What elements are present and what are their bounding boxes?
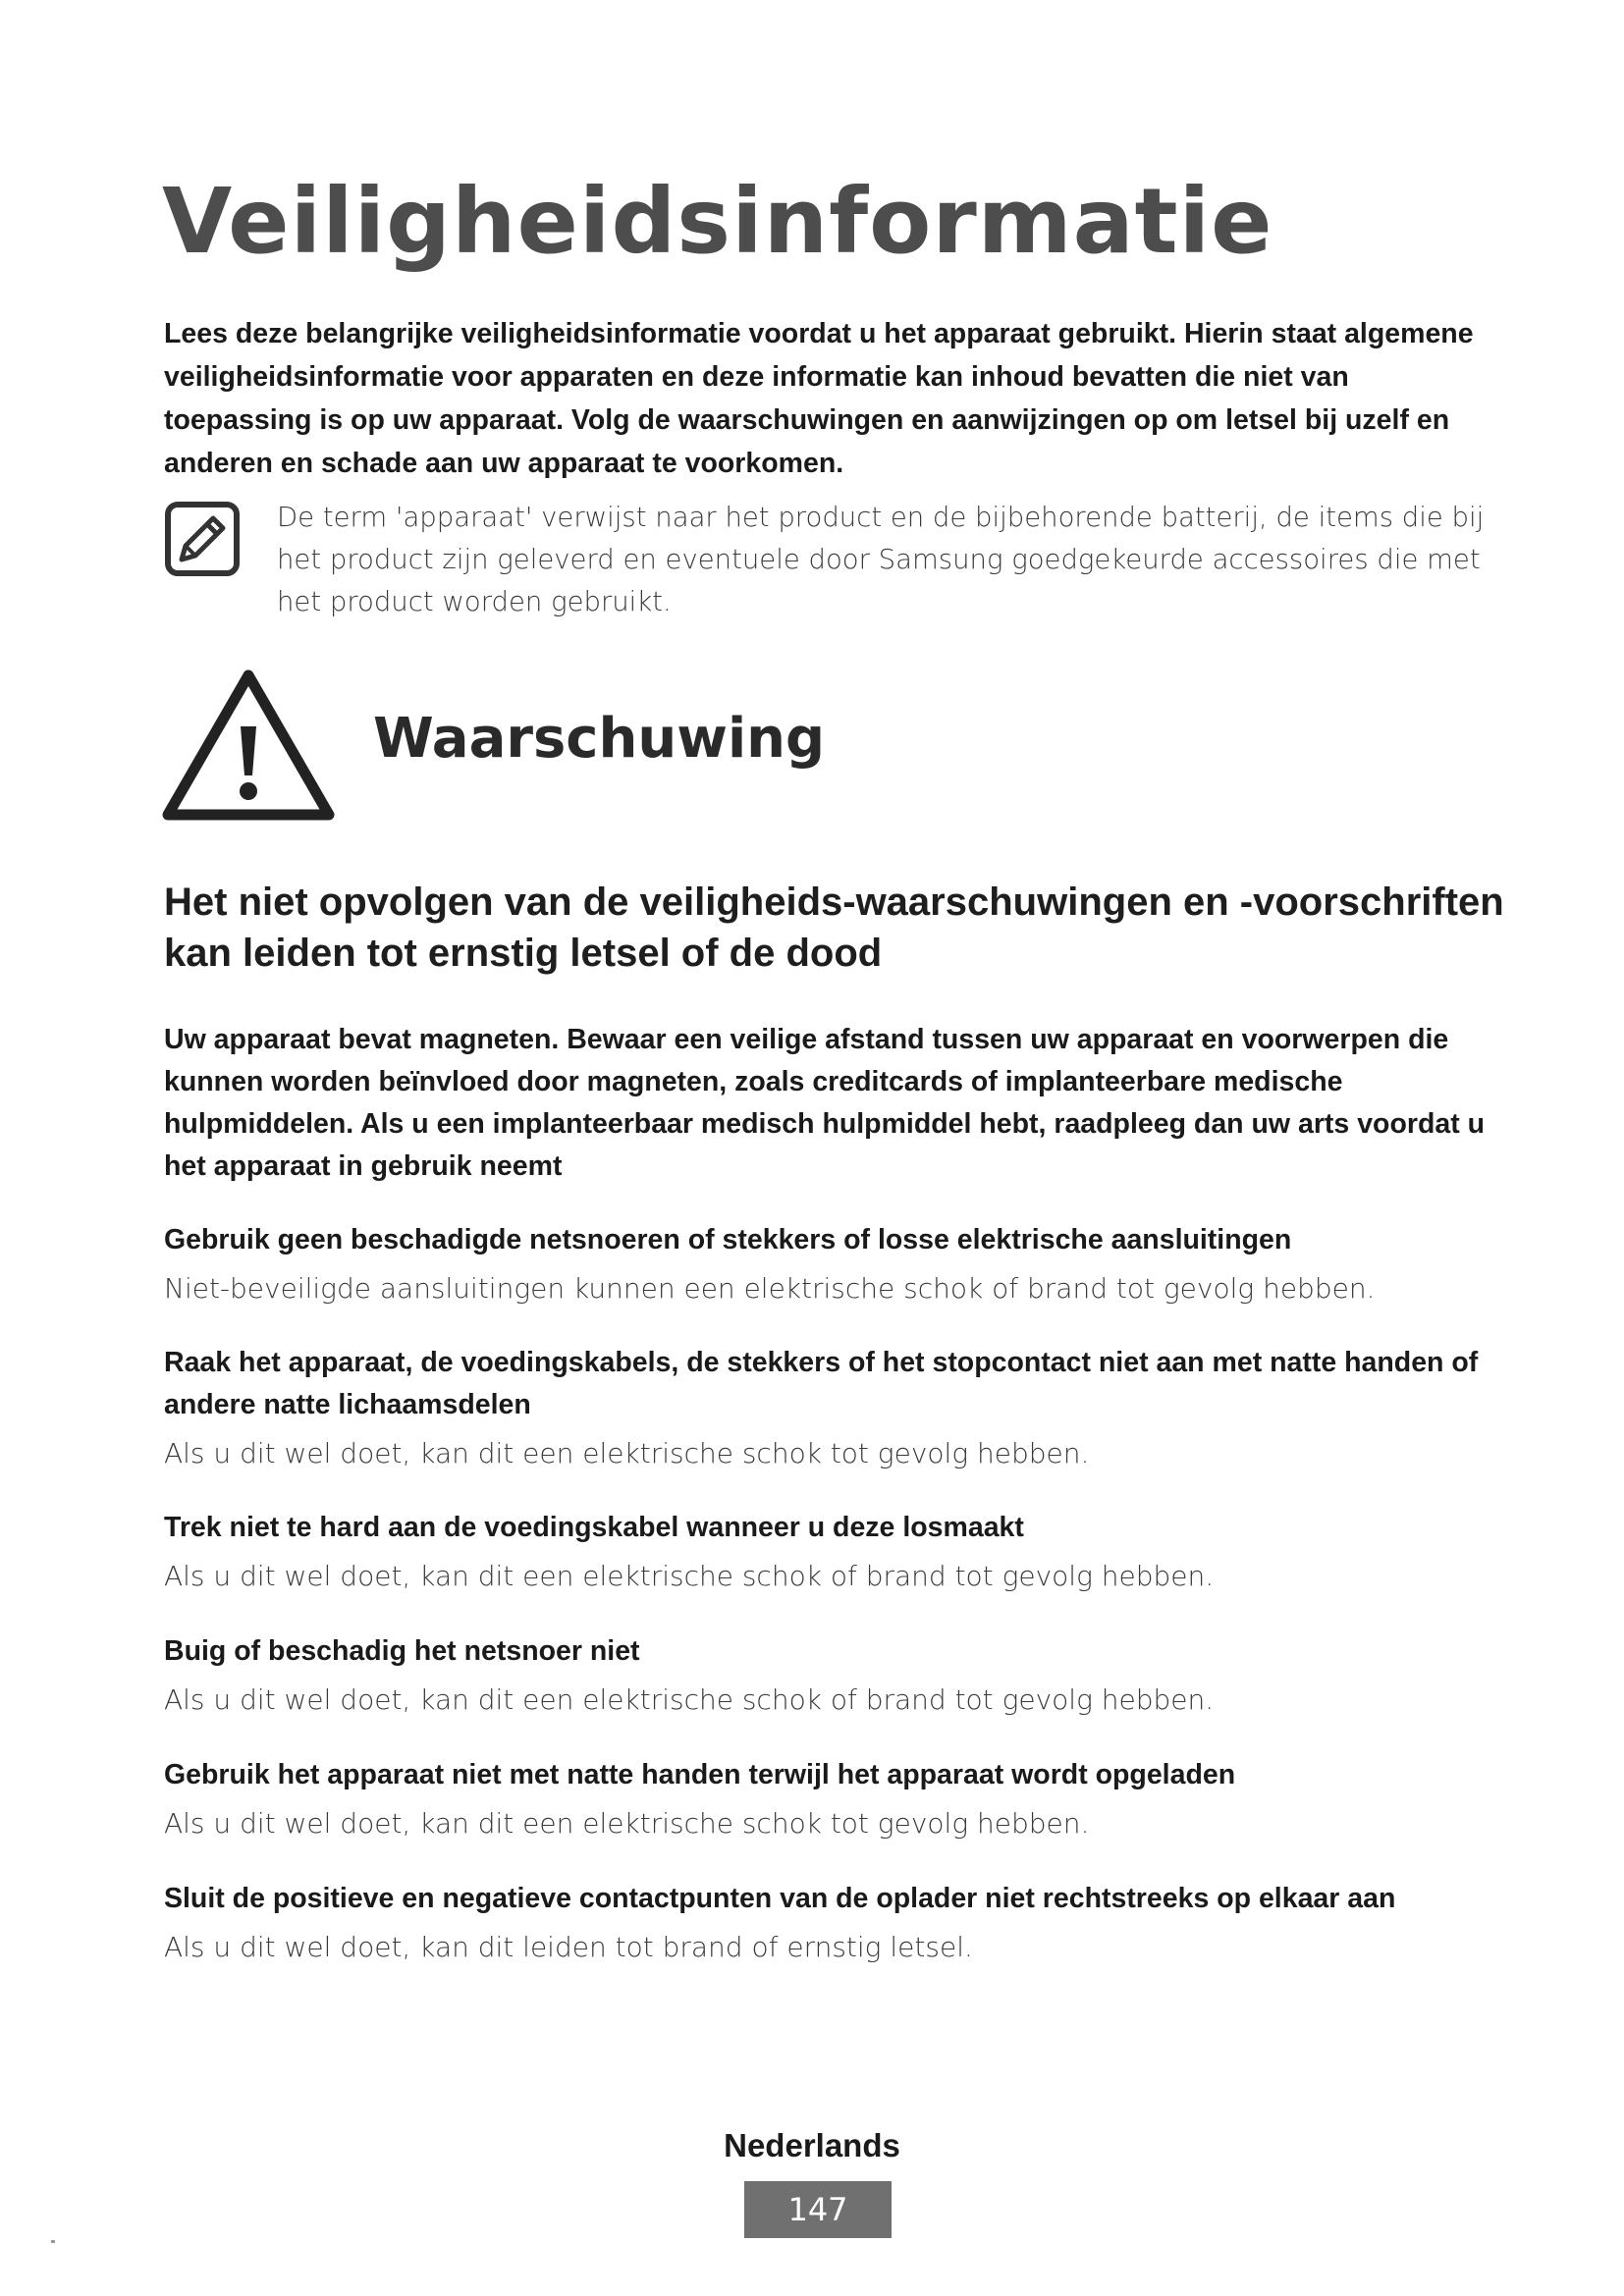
warning-item-heading: Sluit de positieve en negatieve contactpunten van de oplader niet rechtstreeks op elkaar aan — [164, 1883, 1396, 1914]
warning-item — [164, 1878, 1519, 1969]
page-number: 147 — [744, 2181, 892, 2238]
warning-item-heading: Buig of beschadig het netsnoer niet — [164, 1635, 640, 1667]
warning-item-text: Als u dit wel doet, kan dit een elektrische schok tot gevolg hebben. — [164, 1437, 1090, 1469]
footer-language: Nederlands — [724, 2127, 900, 2163]
intro-paragraph: Lees deze belangrijke veiligheidsinformatie voordat u het apparaat gebruikt. Hierin staat algemene veiligheidsinformatie voor apparaten en deze informatie kan inhoud bevatten die niet van toepassing is op uw apparaat. Volg de waarschuwingen en aanwijzingen op om letsel bij uzelf en anderen en schade aan uw apparaat te voorkomen. — [164, 318, 1474, 479]
magnets-warning: Uw apparaat bevat magneten. Bewaar een veilige afstand tussen uw apparaat en voorwerpen die kunnen worden beïnvloed door magneten, zoals creditcards of implanteerbare medische hulpmiddelen. Als u een implanteerbaar medisch hulpmiddel hebt, raadpleeg dan uw arts voordat u het apparaat in gebruik neemt — [164, 1024, 1486, 1182]
warning-item — [164, 1754, 1519, 1845]
warning-subheading: Het niet opvolgen van de veiligheids-waarschuwingen en -voorschriften kan leiden tot ernstig letsel of de dood — [164, 881, 1504, 975]
corner-mark — [51, 2240, 55, 2243]
warning-item — [164, 1630, 1519, 1722]
warning-item-text: Als u dit wel doet, kan dit leiden tot brand of ernstig letsel. — [164, 1931, 973, 1963]
warning-item-heading: Gebruik geen beschadigde netsnoeren of stekkers of losse elektrische aansluitingen — [164, 1224, 1292, 1255]
note-text: De term 'apparaat' verwijst naar het product en de bijbehorende batterij, de items die bij het product zijn geleverd en eventuele door Samsung goedgekeurde accessoires die met het product worden gebruikt. — [277, 502, 1485, 617]
warning-item — [164, 1507, 1519, 1598]
warning-item-text: Als u dit wel doet, kan dit een elektrische schok of brand tot gevolg hebben. — [164, 1560, 1215, 1592]
warning-item — [164, 1219, 1519, 1310]
warning-heading: Waarschuwing — [373, 707, 826, 771]
warning-item-heading: Trek niet te hard aan de voedingskabel wanneer u deze losmaakt — [164, 1512, 1024, 1543]
note-pencil-icon — [164, 501, 241, 577]
warning-item-heading: Raak het apparaat, de voedingskabels, de stekkers of het stopcontact niet aan met natte handen of andere natte lichaamsdelen — [164, 1347, 1479, 1420]
warning-triangle-icon — [162, 667, 335, 821]
warning-item-text: Als u dit wel doet, kan dit een elektrische schok of brand tot gevolg hebben. — [164, 1683, 1215, 1716]
warning-item-heading: Gebruik het apparaat niet met natte handen terwijl het apparaat wordt opgeladen — [164, 1759, 1236, 1790]
page-title: Veiligheidsinformatie — [162, 169, 1273, 274]
warning-item-text: Niet-beveiligde aansluitingen kunnen een elektrische schok of brand tot gevolg hebben. — [164, 1272, 1376, 1305]
warning-item — [164, 1342, 1519, 1475]
warning-item-text: Als u dit wel doet, kan dit een elektrische schok tot gevolg hebben. — [164, 1807, 1090, 1840]
